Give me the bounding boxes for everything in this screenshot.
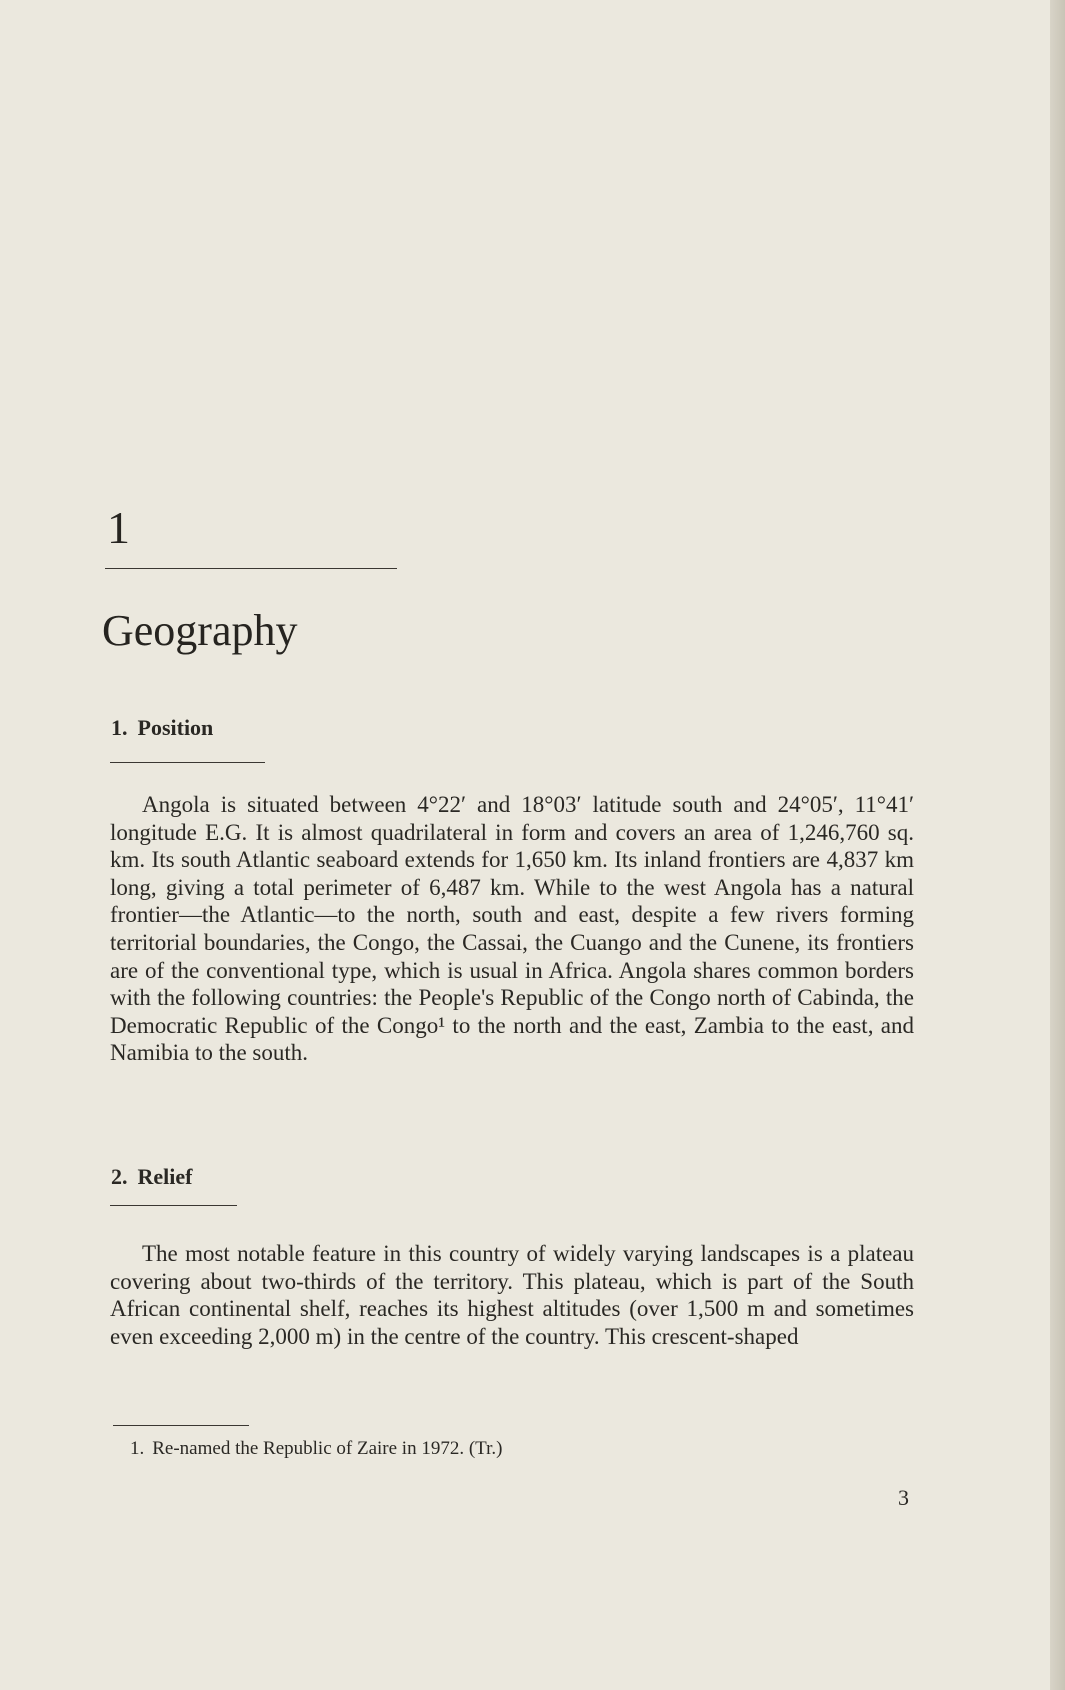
section-rule-position [110, 762, 265, 763]
chapter-number: 1 [107, 502, 130, 553]
footnote-text: Re-named the Republic of Zaire in 1972. (Tr.) [152, 1438, 503, 1459]
page-edge [1050, 0, 1065, 1690]
paragraph-position: Angola is situated between 4°22′ and 18°03′ latitude south and 24°05′, 11°41′ longitude E.G. It is almost quadrilateral in form and covers an area of 1,246,760 sq. km. Its south Atlantic seaboard extends for 1,650 km. Its inland frontiers are 4,837 km long, giving a total perimeter of 6,487 km. While to the west Angola has a natural frontier—the Atlantic—to the north, south and east, despite a few rivers forming territorial boundaries, the Congo, the Cassai, the Cuango and the Cunene, its frontiers are of the conventional type, which is usual in Africa. Angola shares common borders with the following countries: the People's Republic of the Congo north of Cabinda, the Democratic Republic of the Congo¹ to the north and the east, Zambia to the east, and Namibia to the south. [110, 792, 914, 1066]
section-heading-relief [111, 1163, 192, 1191]
footnote-rule [113, 1425, 249, 1426]
section-number: 1. [111, 715, 128, 740]
footnote [130, 1436, 502, 1462]
section-heading-position [111, 714, 213, 742]
section-title: Position [137, 715, 214, 740]
section-rule-relief [110, 1205, 237, 1206]
section-number: 2. [111, 1164, 128, 1189]
footnote-number: 1. [130, 1438, 145, 1459]
chapter-rule [105, 568, 397, 569]
chapter-title: Geography [102, 606, 298, 655]
paragraph-relief: The most notable feature in this country of widely varying landscapes is a plateau covering about two-thirds of the territory. This plateau, which is part of the South African continental shelf, reaches its highest altitudes (over 1,500 m and sometimes even exceeding 2,000 m) in the centre of the country. This crescent-shaped [110, 1241, 914, 1349]
section-title: Relief [137, 1164, 193, 1189]
page-number: 3 [898, 1485, 909, 1510]
